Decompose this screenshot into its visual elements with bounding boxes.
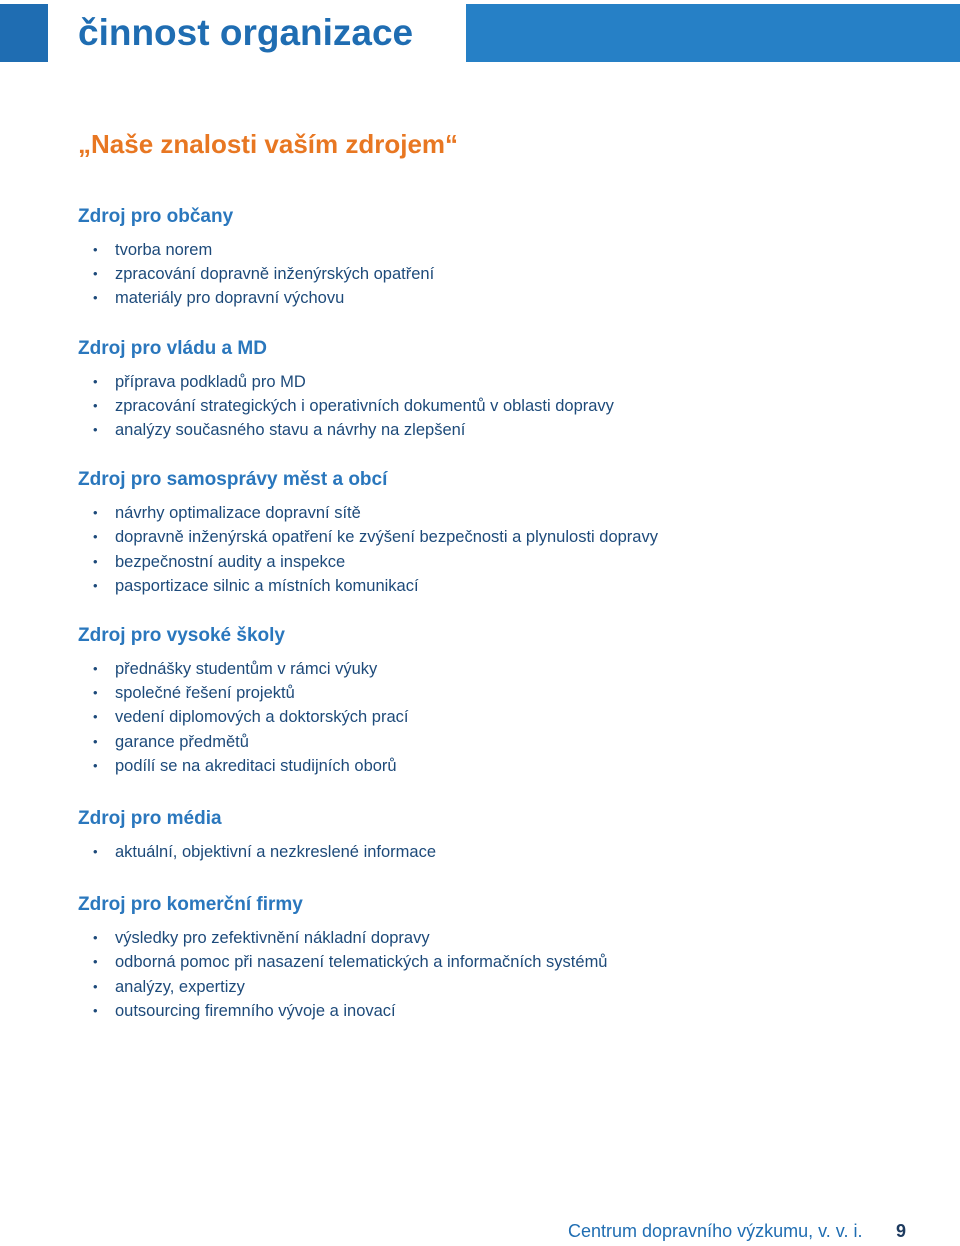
section-municipalities: [78, 467, 938, 598]
section-list: [78, 238, 938, 311]
header-band-left: [0, 4, 48, 62]
list-item: • návrhy optimalizace dopravní sítě: [78, 501, 938, 525]
list-item: • přednášky studentům v rámci výuky: [78, 657, 938, 681]
bullet-icon: •: [93, 505, 98, 521]
list-item: • bezpečnostní audity a inspekce: [78, 550, 938, 574]
section-heading: Zdroj pro média: [78, 808, 222, 830]
section-universities: [78, 623, 938, 778]
section-list: [78, 657, 938, 778]
list-item: • zpracování dopravně inženýrských opatření: [78, 262, 938, 286]
section-list: [78, 501, 938, 598]
page-number: 9: [896, 1221, 907, 1241]
bullet-icon: •: [93, 709, 98, 725]
bullet-icon: •: [93, 266, 98, 282]
bullet-icon: •: [93, 1002, 98, 1018]
list-item: • odborná pomoc při nasazení telematických a informačních systémů: [78, 950, 938, 974]
list-item: • podílí se na akreditaci studijních oborů: [78, 754, 938, 778]
bullet-icon: •: [93, 422, 98, 438]
bullet-icon: •: [93, 844, 98, 860]
section-commercial: [78, 892, 938, 1023]
list-item: • dopravně inženýrská opatření ke zvýšení bezpečnosti a plynulosti dopravy: [78, 525, 938, 549]
list-item: • garance předmětů: [78, 730, 938, 754]
list-item: • analýzy, expertizy: [78, 975, 938, 999]
sections-container: [78, 204, 938, 1023]
bullet-icon: •: [93, 733, 98, 749]
section-heading: Zdroj pro občany: [78, 206, 234, 227]
bullet-icon: •: [93, 529, 98, 545]
bullet-icon: •: [93, 397, 98, 413]
list-item: • vedení diplomových a doktorských prací: [78, 705, 938, 729]
section-media: [78, 806, 938, 864]
page-title: činnost organizace: [78, 12, 414, 53]
list-item: • výsledky pro zefektivnění nákladní dopravy: [78, 926, 938, 950]
list-item: • společné řešení projektů: [78, 681, 938, 705]
list-item: • zpracování strategických i operativních dokumentů v oblasti dopravy: [78, 394, 938, 418]
section-heading: Zdroj pro komerční firmy: [78, 894, 303, 916]
section-heading: Zdroj pro vysoké školy: [78, 625, 285, 647]
list-item: • pasportizace silnic a místních komunikací: [78, 574, 938, 598]
list-item: • příprava podkladů pro MD: [78, 370, 938, 394]
list-item: • analýzy současného stavu a návrhy na zlepšení: [78, 418, 938, 442]
bullet-icon: •: [93, 553, 98, 569]
slogan: „Naše znalosti vaším zdrojem“: [78, 129, 459, 159]
section-list: [78, 840, 938, 864]
bullet-icon: •: [93, 242, 98, 257]
bullet-icon: •: [93, 930, 98, 946]
header-band-right: [466, 4, 960, 62]
list-item: • aktuální, objektivní a nezkreslené informace: [78, 840, 938, 864]
list-item: • outsourcing firemního vývoje a inovací: [78, 999, 938, 1023]
bullet-icon: •: [93, 661, 98, 677]
section-citizens: [78, 204, 938, 311]
bullet-icon: •: [93, 685, 98, 701]
list-item: • tvorba norem: [78, 238, 938, 262]
bullet-icon: •: [93, 954, 98, 970]
section-heading: Zdroj pro vládu a MD: [78, 337, 267, 359]
section-list: [78, 370, 938, 443]
bullet-icon: •: [93, 290, 98, 306]
bullet-icon: •: [93, 757, 98, 773]
section-list: [78, 926, 938, 1023]
bullet-icon: •: [93, 978, 98, 994]
bullet-icon: •: [93, 577, 98, 593]
section-government: [78, 336, 938, 443]
footer-organization: Centrum dopravního výzkumu, v. v. i.: [568, 1221, 863, 1241]
list-item: • materiály pro dopravní výchovu: [78, 286, 938, 310]
section-heading: Zdroj pro samosprávy měst a obcí: [78, 469, 388, 491]
bullet-icon: •: [93, 373, 98, 389]
